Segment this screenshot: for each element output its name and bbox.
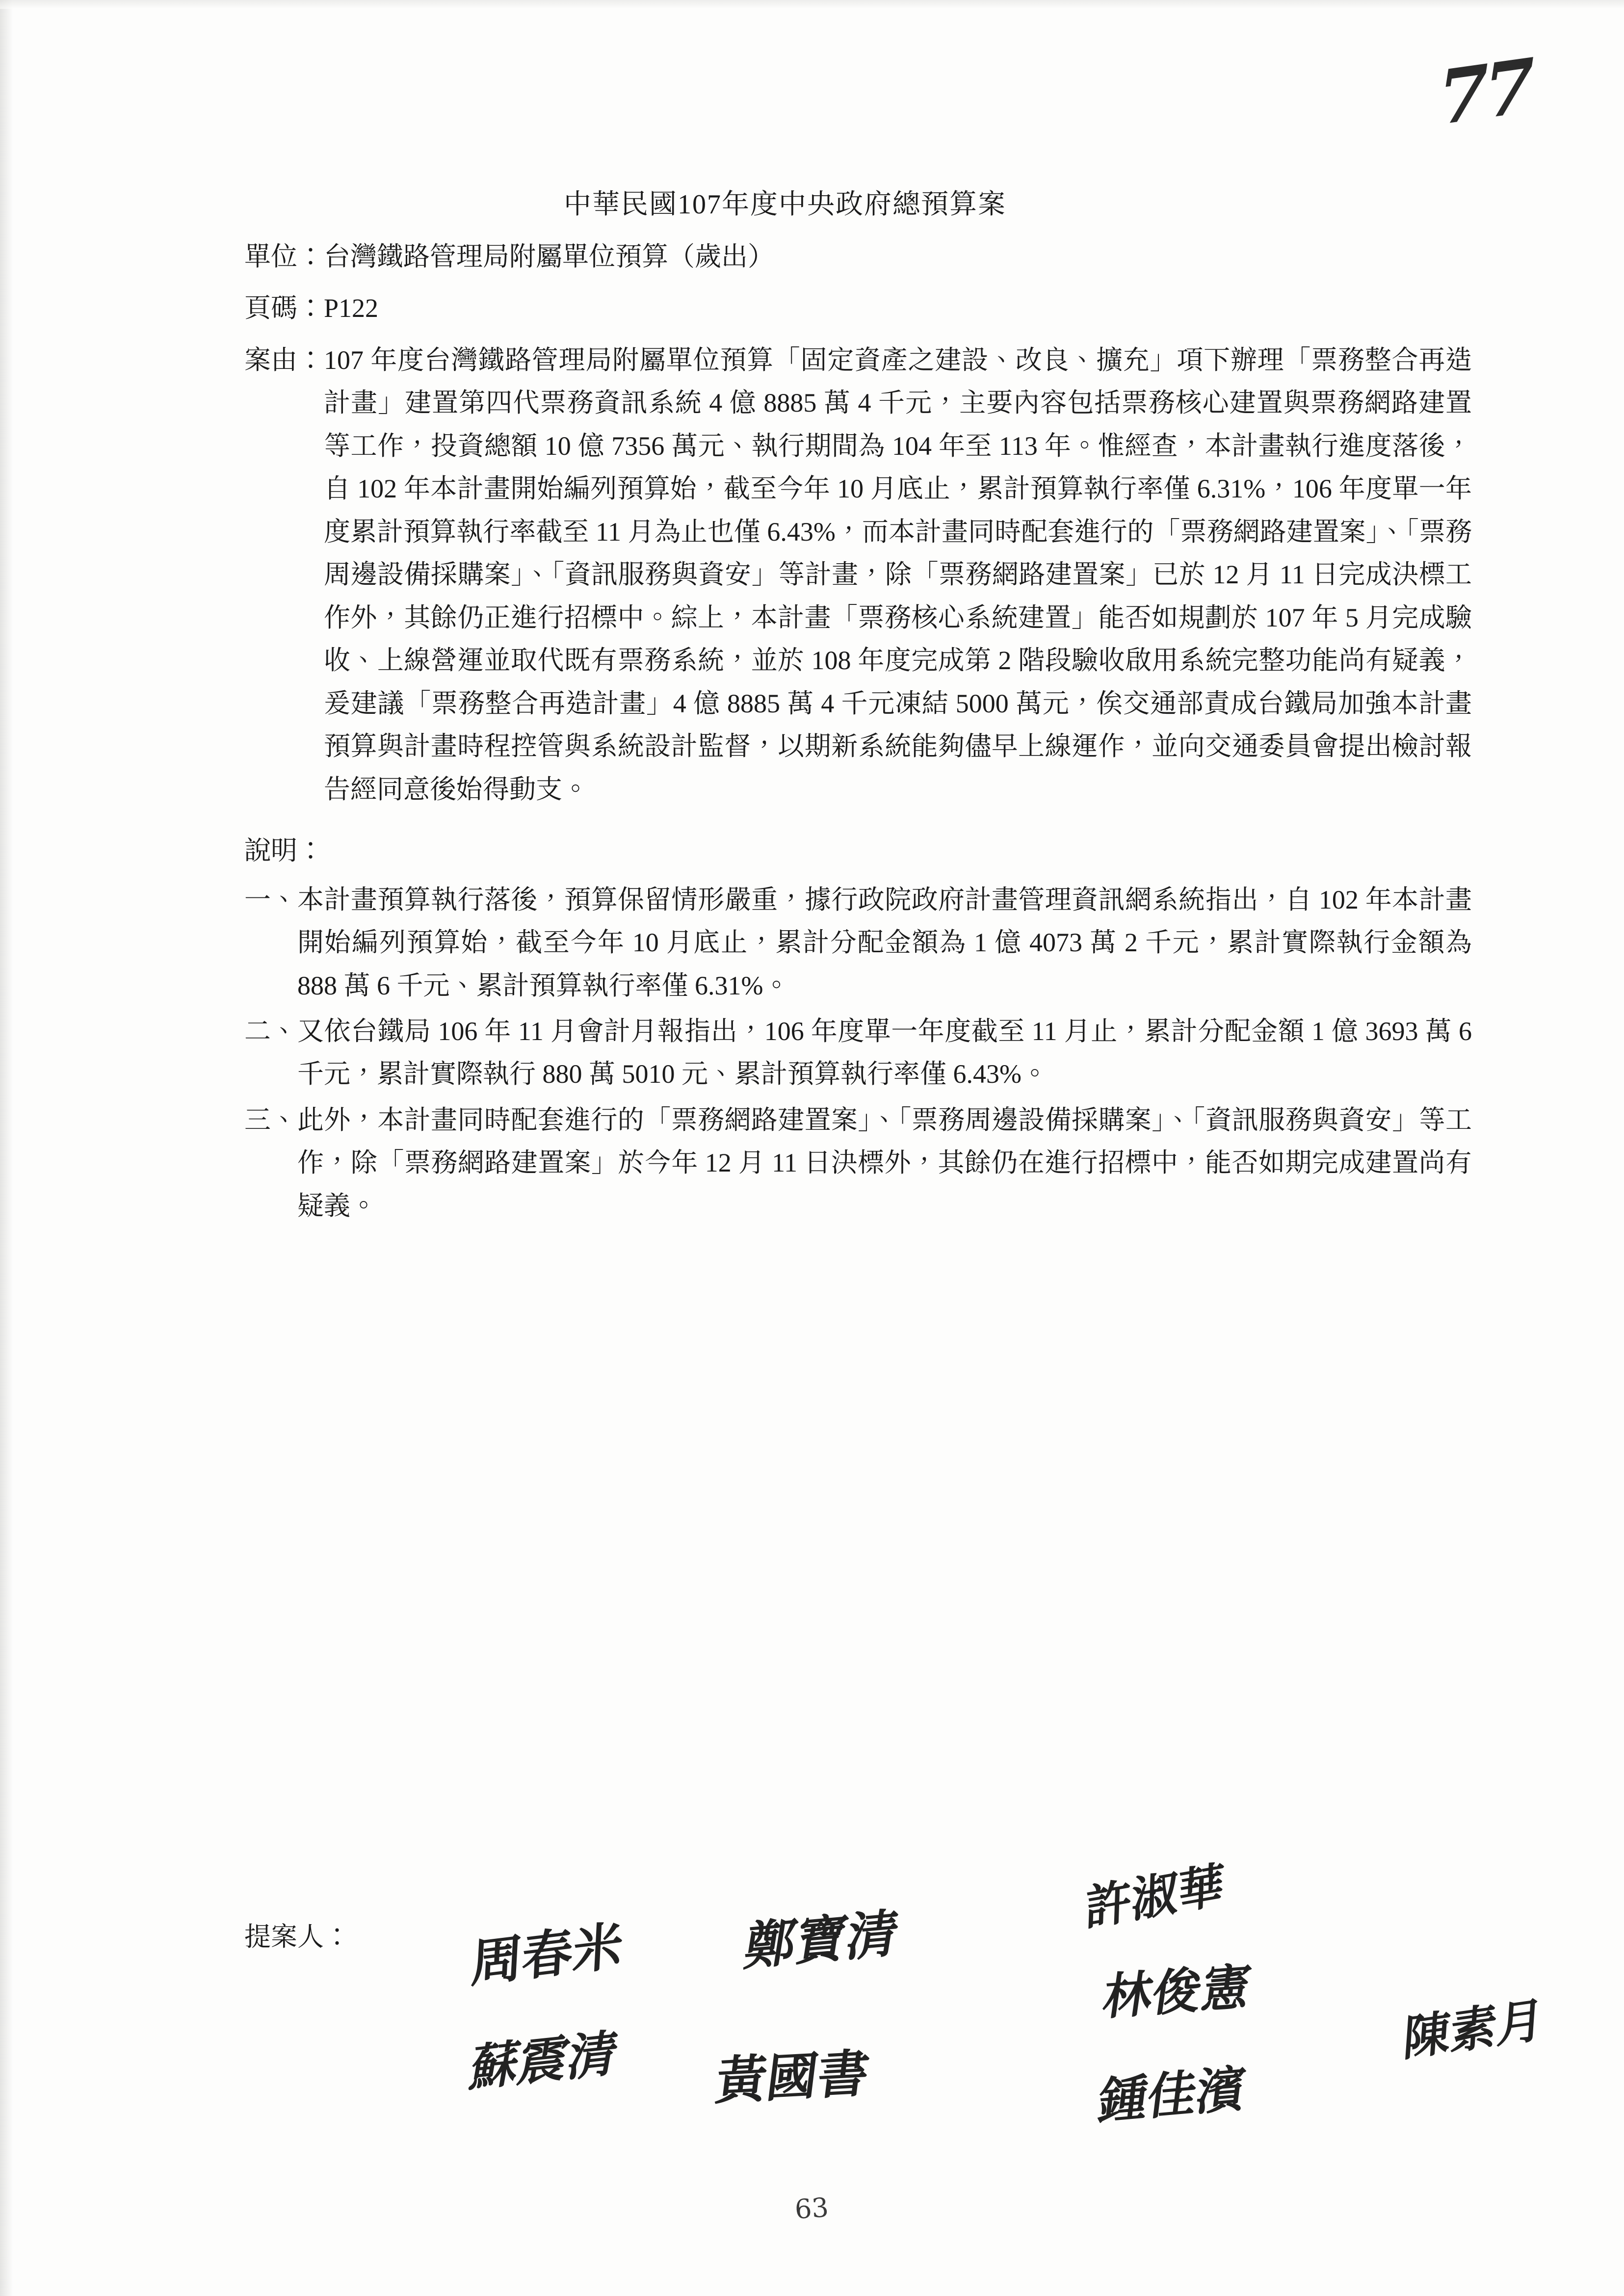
signature-2: 鄭寶清 (740, 1902, 903, 1977)
explanation-heading: 說明： (244, 836, 324, 866)
explanation-item-2-text: 又依台鐵局 106 年 11 月會計月報指出，106 年度單一年度截至 11 月止，累計分配金額 1 億 3693 萬 6 千元，累計實際執行 880 萬 5010 元、累計預算執行率僅 6.43%。 (297, 1016, 1472, 1089)
explanation-item-1-text: 本計畫預算執行落後，預算保留情形嚴重，據行政院政府計畫管理資訊網系統指出，自 102 年本計畫開始編列預算始，截至今年 10 月底止，累計分配金額為 1 億 4073 萬 2 千元，累計實際執行金額為 888 萬 6 千元、累計預算執行率僅 6.31%。 (297, 885, 1472, 1000)
page-title: 中華民國107年度中央政府總預算案 (564, 189, 1006, 220)
explanation-item-3 (0, 1099, 1624, 1227)
explanation-item-2 (0, 1010, 1624, 1096)
field-page-code-label: 頁碼： (244, 293, 324, 323)
signature-5: 蘇震清 (465, 2023, 623, 2098)
field-unit (0, 235, 1624, 278)
proposer-label: 提案人： (244, 1922, 350, 1952)
field-case-reason (0, 339, 1624, 811)
field-unit-label: 單位： (244, 242, 324, 271)
field-case-reason-label: 案由： (244, 345, 324, 375)
explanation-item-1-marker: 一、 (244, 885, 297, 914)
field-page-code (0, 287, 1624, 330)
signature-8: 陳素月 (1401, 1990, 1546, 2067)
field-unit-value: 台灣鐵路管理局附屬單位預算（歲出） (324, 242, 774, 271)
signature-6: 黃國書 (712, 2042, 873, 2112)
signature-block (442, 1845, 1546, 2237)
explanation-item-2-marker: 二、 (244, 1016, 297, 1046)
field-page-code-value: P122 (324, 293, 379, 323)
signature-4: 林俊憲 (1099, 1957, 1255, 2027)
signature-7: 鍾佳濱 (1095, 2059, 1249, 2131)
scan-edge-shadow-top (0, 0, 1624, 9)
explanation-item-1 (0, 879, 1624, 1007)
footer-page-number: 63 (793, 2192, 830, 2225)
signature-3: 許淑華 (1084, 1855, 1226, 1937)
explanation-item-3-text: 此外，本計畫同時配套進行的「票務網路建置案」、「票務周邊設備採購案」、「資訊服務與資安」等工作，除「票務網路建置案」於今年 12 月 11 日決標外，其餘仍在進行招標中，能否如期完成建置尚有疑義。 (297, 1105, 1472, 1221)
field-case-reason-value: 107 年度台灣鐵路管理局附屬單位預算「固定資產之建設、改良、擴充」項下辦理「票務整合再造計畫」建置第四代票務資訊系統 4 億 8885 萬 4 千元，主要內容包括票務核心建置與票務網路建置等工作，投資總額 10 億 7356 萬元、執行期間為 104 年至 113 年。惟經查，本計畫執行進度落後，自 102 年本計畫開始編列預算始，截至今年 10 月底止，累計預算執行率僅 6.31%，106 年度單一年度累計預算執行率截至 11 月為止也僅 6.43%，而本計畫同時配套進行的「票務網路建置案」、「票務周邊設備採購案」、「資訊服務與資安」等計畫，除「票務網路建置案」已於 12 月 11 日完成決標工作外，其餘仍正進行招標中。綜上，本計畫「票務核心系統建置」能否如規劃於 107 年 5 月完成驗收、上線營運並取代既有票務系統，並於 108 年度完成第 2 階段驗收啟用系統完整功能尚有疑義，爰建議「票務整合再造計畫」4 億 8885 萬 4 千元凍結 5000 萬元，俟交通部責成台鐵局加強本計畫預算與計畫時程控管與系統設計監督，以期新系統能夠儘早上線運作，並向交通委員會提出檢討報告經同意後始得動支。 (324, 345, 1472, 804)
document-body (0, 235, 1624, 1230)
explanation-item-3-marker: 三、 (244, 1105, 297, 1135)
handwritten-page-number: 77 (1437, 42, 1532, 142)
signature-1: 周春米 (470, 1914, 625, 1994)
